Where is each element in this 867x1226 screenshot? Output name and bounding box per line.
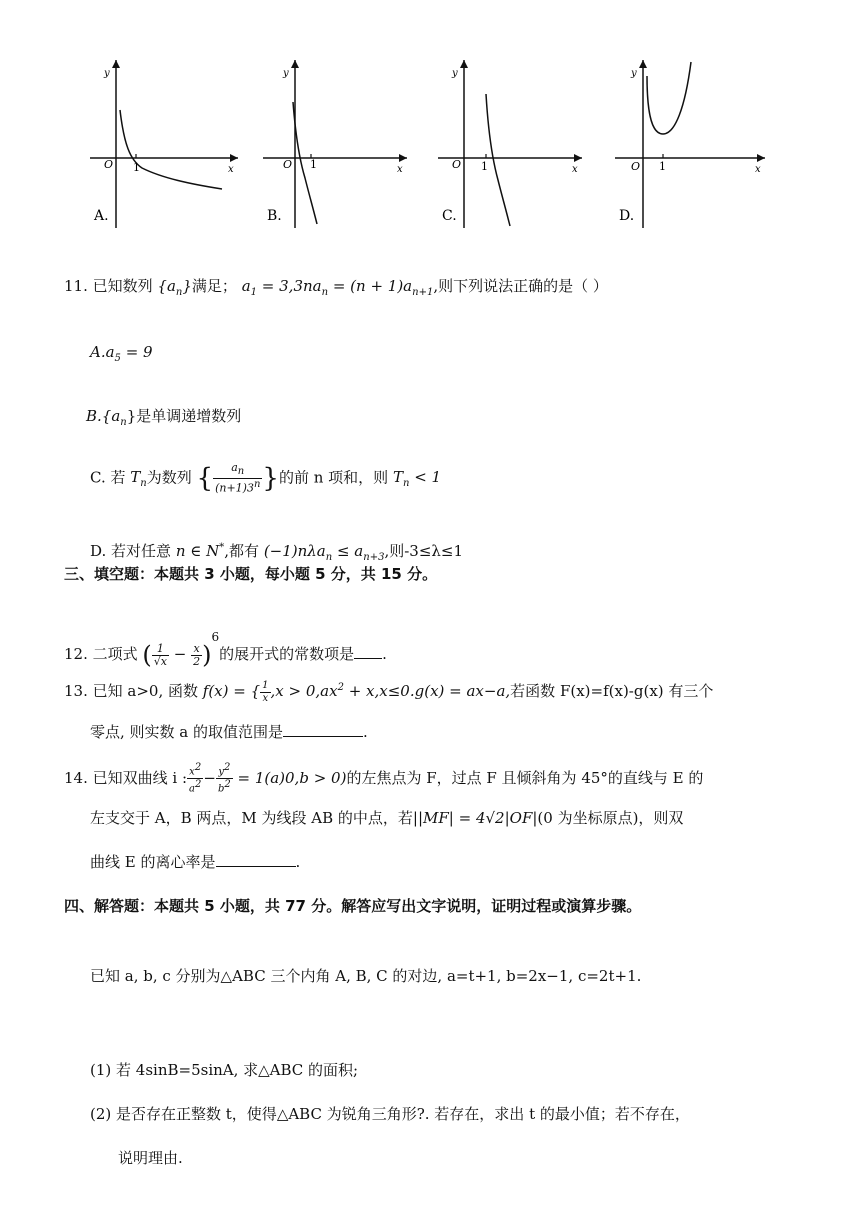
q14-d1: a bbox=[189, 783, 195, 795]
q14-line2 bbox=[90, 808, 683, 828]
q14-n2sup: 2 bbox=[223, 762, 231, 773]
q13-line1 bbox=[64, 674, 713, 705]
section-3-heading: 三、填空题：本题共 3 小题，每小题 5 分，共 15 分。 bbox=[64, 565, 438, 583]
x-label: x bbox=[397, 164, 403, 175]
q13-fx: f(x) = { bbox=[202, 682, 261, 700]
q11-optd-expr1: (−1)nλa bbox=[263, 542, 326, 560]
answer-graphs bbox=[80, 48, 780, 238]
left-paren: ( bbox=[142, 641, 152, 669]
q13-line2-text: 零点, 则实数 a 的取值范围是 bbox=[90, 723, 284, 741]
q11-post: ,则下列说法正确的是（ ） bbox=[433, 277, 608, 295]
q12-frac1-den: √x bbox=[153, 654, 167, 668]
q11-number: 11. 已知数列 bbox=[64, 277, 153, 295]
q15-part1: (1) 若 4sinB=5sinA, 求△ABC 的面积; bbox=[90, 1061, 359, 1079]
y-label: y bbox=[631, 68, 637, 79]
q14-n2: y bbox=[218, 766, 224, 778]
q12-pre: 12. 二项式 bbox=[64, 645, 138, 663]
left-brace: { bbox=[196, 463, 214, 494]
curve bbox=[647, 62, 691, 134]
q11-optc-num bbox=[213, 462, 262, 479]
q13-pre: 13. 已知 a>0, 函数 bbox=[64, 682, 198, 700]
q11-optc-t-letter: T bbox=[130, 468, 141, 487]
q13-frac-num: 1 bbox=[262, 679, 269, 691]
q11-seq-a: {a bbox=[157, 277, 176, 295]
q11-seq bbox=[157, 277, 192, 298]
q11-optd-expr bbox=[263, 542, 385, 563]
q14-frac1 bbox=[187, 762, 203, 796]
q11-optc-den-sup: n bbox=[253, 479, 261, 491]
q14-d2sup: 2 bbox=[224, 779, 231, 791]
q11-cond-rest: = 3,3na bbox=[257, 277, 322, 295]
y-label: y bbox=[104, 68, 110, 79]
q11-optc-den bbox=[213, 479, 262, 495]
q13-line2 bbox=[90, 722, 368, 742]
q15-part2-cont: 说明理由. bbox=[118, 1149, 183, 1167]
q11-cond-sub2: n bbox=[321, 287, 329, 298]
q11-opta-post: = 9 bbox=[120, 343, 153, 361]
q11-optc-pre: C. 若 bbox=[90, 468, 126, 487]
graph-c-svg bbox=[430, 48, 600, 238]
q11-opta-sub: 5 bbox=[114, 353, 121, 364]
q12 bbox=[64, 622, 387, 670]
q12-frac1-num: 1 bbox=[152, 643, 169, 656]
q14-line2-post: (0 为坐标原点)，则双 bbox=[537, 809, 684, 827]
q14-line2-pre: 左支交于 A，B 两点，M 为线段 AB 的中点，若| bbox=[90, 809, 418, 827]
y-label: y bbox=[452, 68, 458, 79]
x-label: x bbox=[228, 164, 234, 175]
graph-c bbox=[430, 48, 600, 238]
answer-blank[interactable] bbox=[354, 644, 382, 659]
q11-optc-ineq-t: T bbox=[392, 468, 403, 487]
q12-frac2-num: x bbox=[191, 643, 202, 656]
q11-optc-post: 的前 n 项和，则 bbox=[278, 468, 389, 487]
curve bbox=[486, 94, 510, 226]
q11-cond-a: a bbox=[241, 277, 251, 295]
q11-optc-fraction bbox=[213, 462, 262, 495]
q11-optd-sub2: n+3 bbox=[363, 552, 385, 563]
q13-frac-den: x bbox=[262, 692, 269, 704]
q14-n1sup: 2 bbox=[194, 762, 202, 773]
origin-label: O bbox=[452, 158, 462, 171]
section-4-heading: 四、解答题：本题共 5 小题，共 77 分。解答应写出文字说明，证明过程或演算步骤。 bbox=[64, 897, 642, 915]
q11-optd-pre: D. 若对任意 bbox=[90, 542, 172, 560]
q13-expr1: ,x > 0,ax bbox=[270, 682, 338, 700]
q11-optb-post: }是单调递增数列 bbox=[126, 407, 242, 425]
q11-mid: 满足； bbox=[191, 277, 237, 295]
q12-end: . bbox=[382, 645, 387, 663]
one-label: 1 bbox=[481, 160, 488, 173]
answer-blank[interactable] bbox=[283, 722, 363, 737]
one-label: 1 bbox=[310, 158, 317, 171]
x-label: x bbox=[755, 164, 761, 175]
graph-b-svg bbox=[255, 48, 425, 238]
q14-d2: b bbox=[217, 783, 225, 795]
q11-optc-ineq-post: < 1 bbox=[409, 468, 442, 487]
q11-optd-n bbox=[176, 542, 224, 560]
y-label: y bbox=[283, 68, 289, 79]
q12-frac2-den: 2 bbox=[193, 654, 201, 668]
q14-minus: − bbox=[203, 768, 216, 787]
q11-optb-pre: B.{a bbox=[86, 407, 121, 425]
q12-frac2 bbox=[191, 643, 202, 668]
q11-cond-sub1: 1 bbox=[250, 287, 258, 298]
y-arrow bbox=[291, 60, 299, 68]
q12-power: 6 bbox=[211, 630, 220, 644]
graph-d bbox=[605, 48, 775, 238]
one-label: 1 bbox=[659, 160, 666, 173]
q11-optc-den-text: (n+1)3 bbox=[215, 481, 254, 495]
q11-optc-ineq bbox=[392, 468, 442, 490]
right-paren: ) bbox=[202, 641, 212, 669]
q14-pre: 14. 已知双曲线 i : bbox=[64, 768, 188, 787]
graph-label: A. bbox=[94, 208, 109, 224]
q11-seq-close: } bbox=[182, 277, 192, 295]
q14-frac2 bbox=[216, 762, 233, 796]
q14-d1sup: 2 bbox=[194, 779, 202, 791]
answer-blank[interactable] bbox=[216, 852, 296, 867]
graph-label: C. bbox=[442, 208, 457, 224]
q11-optd-expr2: ≤ a bbox=[332, 542, 364, 560]
q15-part2: (2) 是否存在正整数 t，使得△ABC 为锐角三角形?. 若存在，求出 t 的最小值；若不存在， bbox=[90, 1105, 690, 1123]
q12-frac1 bbox=[152, 643, 169, 668]
q11-stem bbox=[64, 276, 608, 303]
q11-optc-ineq-sub: n bbox=[402, 478, 410, 490]
q14-line2-expr: |MF| = 4√2|OF| bbox=[417, 809, 538, 827]
q11-optd-n-text: n ∈ N bbox=[175, 542, 220, 560]
q11-cond-sub3: n+1 bbox=[412, 287, 434, 298]
q11-option-a bbox=[90, 342, 153, 369]
q14-n1: x bbox=[189, 766, 195, 778]
origin-label: O bbox=[104, 158, 114, 171]
origin-label: O bbox=[631, 160, 641, 173]
q11-optc-t bbox=[130, 468, 147, 490]
q13-expr bbox=[271, 682, 511, 700]
q13-expr2: + x,x≤0.g(x) = ax−a, bbox=[343, 682, 511, 700]
q15-stem: 已知 a, b, c 分别为△ABC 三个内角 A, B, C 的对边, a=t+1, b=2x−1, c=2t+1. bbox=[90, 967, 642, 985]
q11-optd-post: ,则-3≤λ≤1 bbox=[384, 542, 464, 560]
x-arrow bbox=[757, 154, 765, 162]
graph-label: D. bbox=[619, 208, 635, 224]
q14-frac1-den bbox=[187, 779, 203, 795]
q11-seq-sub: n bbox=[175, 287, 183, 298]
q11-condition bbox=[241, 277, 434, 298]
graph-b bbox=[255, 48, 425, 238]
q11-opta-pre: A.a bbox=[90, 343, 115, 361]
q14-line1 bbox=[64, 762, 703, 796]
origin-label: O bbox=[283, 158, 293, 171]
q14-frac2-num bbox=[216, 762, 233, 779]
curve bbox=[120, 110, 222, 189]
x-label: x bbox=[572, 164, 578, 175]
y-arrow bbox=[460, 60, 468, 68]
q13-sq: 2 bbox=[337, 682, 344, 693]
q14-frac2-den bbox=[216, 779, 233, 795]
q13-frac bbox=[260, 680, 270, 705]
q13-end: . bbox=[363, 723, 368, 741]
graph-a bbox=[80, 48, 250, 238]
q11-optd-sub1: n bbox=[325, 552, 333, 563]
q11-option-b bbox=[86, 406, 241, 433]
q11-optd-mid: ,都有 bbox=[224, 542, 260, 560]
q11-optc-num-a: a bbox=[231, 461, 238, 474]
y-arrow bbox=[112, 60, 120, 68]
q14-post: 的左焦点为 F，过点 F 且倾斜角为 45°的直线与 E 的 bbox=[346, 768, 704, 787]
q11-optb-sub: n bbox=[120, 417, 127, 428]
x-arrow bbox=[399, 154, 407, 162]
q11-cond-rest2: = (n + 1)a bbox=[328, 277, 413, 295]
q14-line3-text: 曲线 E 的离心率是 bbox=[90, 853, 216, 871]
right-brace: } bbox=[262, 463, 279, 494]
graph-d-svg bbox=[605, 48, 775, 238]
q14-end: . bbox=[295, 853, 301, 871]
q12-post: 的展开式的常数项是 bbox=[219, 645, 355, 663]
q11-optc-t-sub: n bbox=[140, 478, 147, 490]
x-arrow bbox=[574, 154, 582, 162]
q13-post: 若函数 F(x)=f(x)-g(x) 有三个 bbox=[510, 682, 714, 700]
q11-option-c bbox=[90, 462, 441, 498]
q14-frac1-num bbox=[187, 762, 203, 779]
q14-expr: = 1(a)0,b > 0) bbox=[232, 768, 347, 787]
q11-optd-n-sup: * bbox=[219, 542, 225, 553]
x-arrow bbox=[230, 154, 238, 162]
q11-optc-num-sub: n bbox=[237, 466, 245, 478]
q12-minus: − bbox=[169, 645, 192, 663]
one-label: 1 bbox=[133, 161, 140, 174]
q11-optc-mid: 为数列 bbox=[146, 468, 192, 487]
graph-label: B. bbox=[267, 208, 282, 224]
q14-line3 bbox=[90, 852, 300, 872]
y-arrow bbox=[639, 60, 647, 68]
graph-a-svg bbox=[80, 48, 250, 238]
